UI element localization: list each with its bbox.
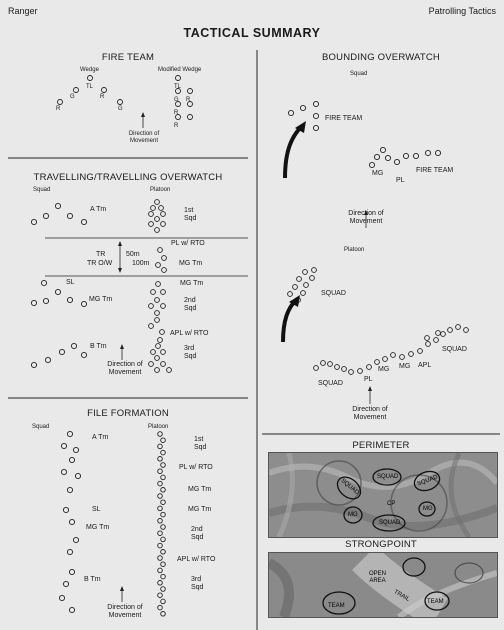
- mg-tm-label: MG Tm: [188, 486, 212, 493]
- mg-tm-label: MG Tm: [89, 296, 113, 303]
- pl-rto-label: PL w/ RTO: [171, 240, 205, 247]
- squad-label-2: SQUAD: [318, 380, 343, 387]
- pl-label-2: PL: [364, 376, 373, 383]
- fire-team-label-2: FIRE TEAM: [416, 167, 454, 174]
- r-label: R: [174, 110, 179, 116]
- squad-label-3: SQUAD: [442, 346, 467, 353]
- a-tm-label: A Tm: [90, 206, 107, 213]
- mg-tm-label: MG Tm: [86, 524, 110, 531]
- tr-label: TR: [96, 251, 106, 258]
- travel-direction: Direction of Movement: [107, 361, 143, 377]
- bounding-title: BOUNDING OVERWATCH: [322, 52, 440, 63]
- strongpoint-photo: [268, 552, 498, 618]
- open-area-label: OPEN AREA: [369, 571, 387, 584]
- perimeter-squad-1: SQUAD: [339, 477, 360, 497]
- a-tm-label: A Tm: [92, 434, 109, 441]
- perimeter-squad-2: SQUAD: [377, 474, 399, 480]
- first-sqd-label: 1st Sqd: [184, 207, 197, 223]
- tr-ow-dist-label: 100m: [132, 260, 150, 267]
- team-label-2: TEAM: [427, 599, 444, 605]
- tl-label: TL: [174, 84, 182, 90]
- file-platoon-label: Platoon: [148, 424, 169, 430]
- perimeter-title: PERIMETER: [352, 440, 410, 451]
- perimeter-mg-2: MG: [423, 506, 433, 512]
- r-label: R: [56, 106, 61, 112]
- second-sqd-label: 2nd Sqd: [184, 297, 197, 313]
- b-tm-label: B Tm: [90, 343, 107, 350]
- g-label: G: [70, 94, 75, 100]
- squad-label-1: SQUAD: [321, 290, 346, 297]
- apl-rto-label: APL w/ RTO: [170, 330, 209, 337]
- page-title: TACTICAL SUMMARY: [183, 26, 321, 40]
- second-sqd-label: 2nd Sqd: [191, 526, 204, 542]
- r-label: R: [174, 123, 179, 129]
- g-label: G: [174, 97, 179, 103]
- bounding-squad-label: Squad: [350, 71, 368, 77]
- fire-team-title: FIRE TEAM: [101, 52, 155, 63]
- header-right: Patrolling Tactics: [428, 6, 496, 16]
- mg-tm-label: MG Tm: [188, 506, 212, 513]
- travelling-title: TRAVELLING/TRAVELLING OVERWATCH: [33, 172, 223, 183]
- perimeter-squad-4: SQUAD: [379, 520, 401, 526]
- mg-label-2: MG: [378, 366, 390, 373]
- fire-team-direction: Direction of Movement: [128, 131, 160, 144]
- tl-label: TL: [86, 84, 94, 90]
- r-label: R: [186, 97, 191, 103]
- strongpoint-title: STRONGPOINT: [345, 539, 417, 550]
- perimeter-mg-1: MG: [348, 512, 358, 518]
- travel-squad-label: Squad: [33, 187, 51, 193]
- modified-wedge-label: Modified Wedge: [158, 67, 202, 73]
- tr-ow-label: TR O/W: [87, 260, 113, 267]
- third-sqd-label: 3rd Sqd: [191, 576, 204, 592]
- bounding-direction-2: Direction of Movement: [352, 406, 388, 422]
- third-sqd-label: 3rd Sqd: [184, 345, 197, 361]
- mg-tm-label: MG Tm: [179, 260, 203, 267]
- mg-label: MG: [372, 170, 384, 177]
- r-label: R: [100, 94, 105, 100]
- sl-label: SL: [66, 279, 75, 286]
- fire-team-label-1: FIRE TEAM: [325, 115, 363, 122]
- bounding-direction-1: Direction of Movement: [348, 210, 384, 226]
- sl-label: SL: [92, 506, 101, 513]
- apl-rto-label: APL w/ RTO: [177, 556, 216, 563]
- perimeter-photo: [268, 452, 498, 538]
- header-left: Ranger: [8, 6, 38, 16]
- travel-platoon-label: Platoon: [150, 187, 171, 193]
- apl-label: APL: [418, 362, 432, 369]
- mg-tm-label: MG Tm: [180, 280, 204, 287]
- tr-dist-label: 50m: [126, 251, 140, 258]
- bounding-platoon-label: Platoon: [344, 247, 365, 253]
- mg-label-3: MG: [399, 363, 411, 370]
- pl-rto-label: PL w/ RTO: [179, 464, 213, 471]
- trail-label: TRAIL: [392, 589, 411, 603]
- perimeter-squad-3: SQUAD: [416, 474, 439, 488]
- team-label-1: TEAM: [328, 603, 345, 609]
- first-sqd-label: 1st Sqd: [194, 436, 207, 452]
- g-label: G: [118, 106, 123, 112]
- pl-label: PL: [396, 177, 405, 184]
- file-formation-title: FILE FORMATION: [87, 408, 169, 419]
- file-squad-label: Squad: [32, 424, 50, 430]
- perimeter-cp: CP: [387, 501, 396, 507]
- file-direction: Direction of Movement: [107, 604, 143, 620]
- b-tm-label: B Tm: [84, 576, 101, 583]
- wedge-label: Wedge: [80, 67, 99, 73]
